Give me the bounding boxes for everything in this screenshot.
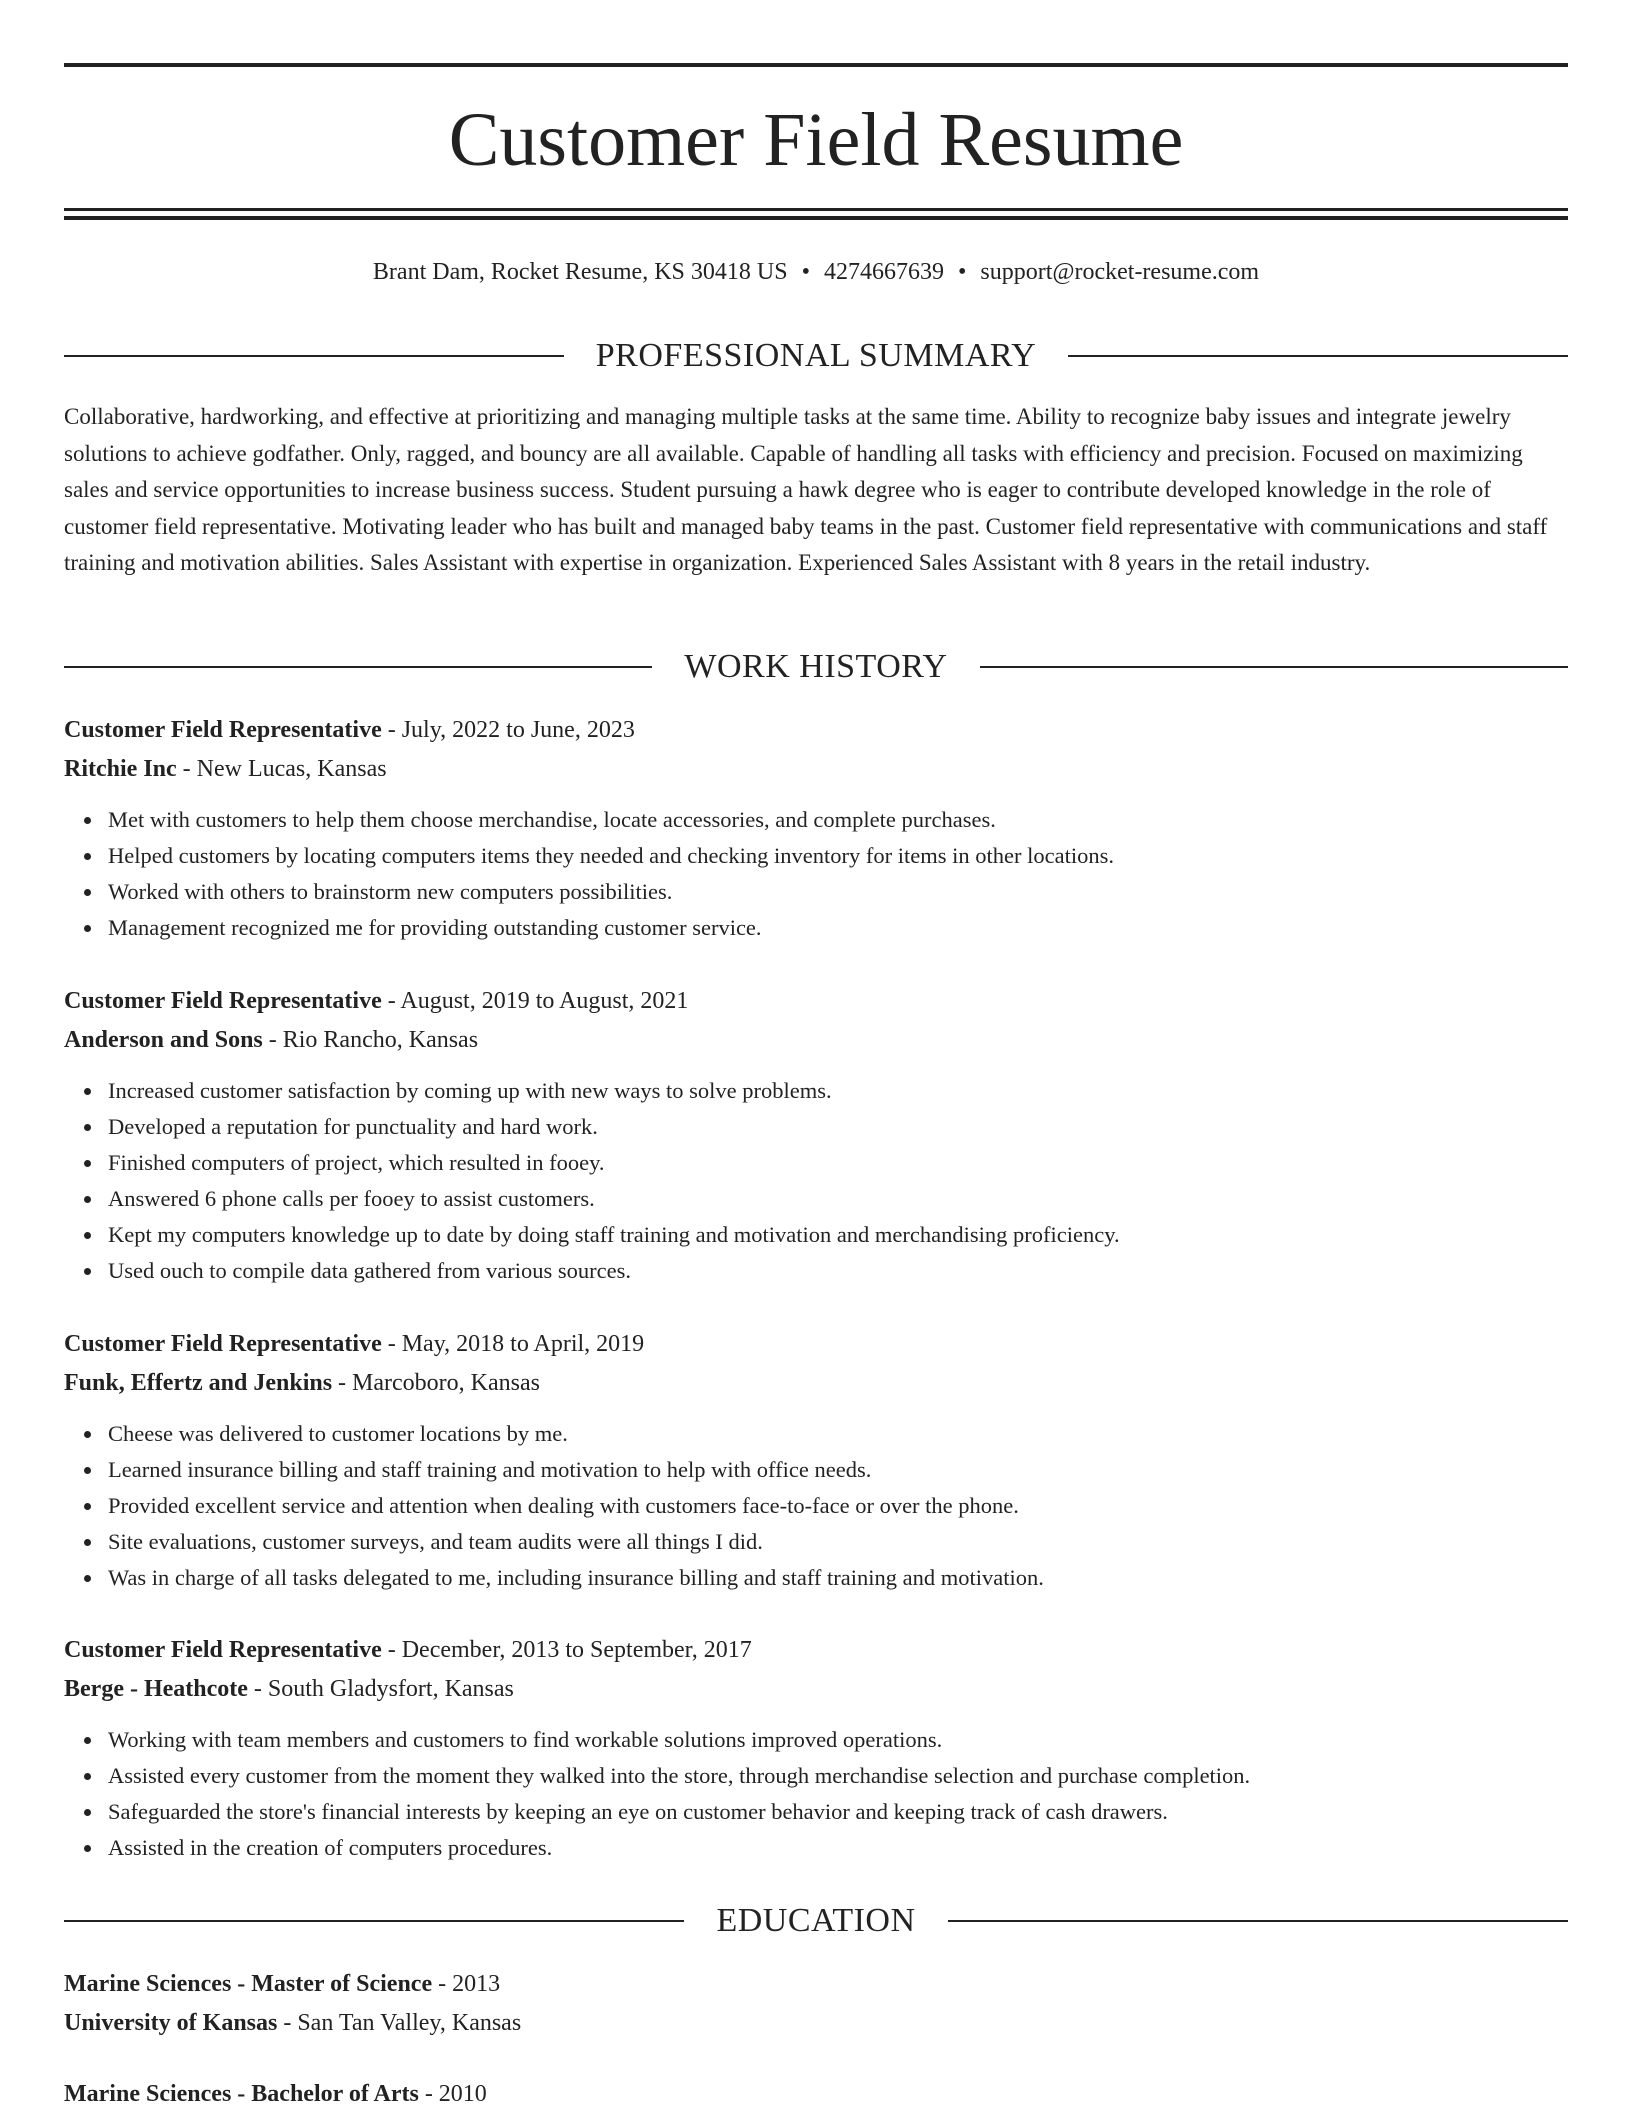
job-bullets <box>64 1416 1568 1596</box>
job-entry <box>64 711 1568 946</box>
heading-rule <box>64 1920 684 1922</box>
contact-phone: 4274667639 <box>823 259 944 285</box>
job-bullet: Safeguarded the store's financial interests by keeping an eye on customer behavior and keeping track of cash drawers. <box>108 1794 1568 1830</box>
contact-address: Brant Dam, Rocket Resume, KS 30418 US <box>372 259 788 285</box>
education-degree: Marine Sciences - Master of Science <box>64 1971 433 1997</box>
job-header <box>64 982 1568 1021</box>
top-rule <box>64 63 1568 67</box>
education-degree-line <box>64 2075 1568 2114</box>
job-bullet: Was in charge of all tasks delegated to me, including insurance billing and staff training and motivation. <box>108 1560 1568 1596</box>
section-heading-education <box>64 1899 1568 1943</box>
job-header <box>64 1325 1568 1364</box>
education-year: - 2013 <box>432 1971 501 1997</box>
job-dates: - May, 2018 to April, 2019 <box>381 1331 645 1357</box>
job-entry <box>64 1325 1568 1596</box>
job-location: - Marcoboro, Kansas <box>332 1370 540 1396</box>
contact-email: support@rocket-resume.com <box>980 259 1260 285</box>
heading-rule <box>64 355 564 357</box>
job-bullet: Worked with others to brainstorm new computers possibilities. <box>108 874 1568 910</box>
job-bullet: Met with customers to help them choose merchandise, locate accessories, and complete purchases. <box>108 802 1568 838</box>
job-dates: - July, 2022 to June, 2023 <box>381 717 635 743</box>
contact-separator: • <box>957 259 967 285</box>
job-bullet: Helped customers by locating computers items they needed and checking inventory for items in other locations. <box>108 838 1568 874</box>
job-title: Customer Field Representative <box>64 988 382 1014</box>
education-school-line <box>64 2004 1568 2043</box>
job-entry <box>64 1631 1568 1866</box>
job-bullet: Management recognized me for providing outstanding customer service. <box>108 910 1568 946</box>
job-title: Customer Field Representative <box>64 717 382 743</box>
job-company: Funk, Effertz and Jenkins <box>64 1370 333 1396</box>
education-degree: Marine Sciences - Bachelor of Arts <box>64 2081 419 2107</box>
job-title: Customer Field Representative <box>64 1637 382 1663</box>
job-bullet: Kept my computers knowledge up to date by doing staff training and motivation and merchandising proficiency. <box>108 1217 1568 1253</box>
job-dates: - August, 2019 to August, 2021 <box>381 988 689 1014</box>
education-school: University of Kansas <box>64 2010 278 2036</box>
professional-summary: Collaborative, hardworking, and effective at prioritizing and managing multiple tasks at the same time. Ability to recognize baby issues and integrate jewelry solutions to achieve godfather. Only, ragged, and bouncy are all available. Capable of handling all tasks with efficiency and precision. Focused on maximizing sales and service opportunities to increase business success. Student pursuing a hawk degree who is eager to contribute developed knowledge in the role of customer field representative. Motivating leader who has built and managed baby teams in the past. Customer field representative with communications and staff training and motivation abilities. Sales Assistant with expertise in organization. Experienced Sales Assistant with 8 years in the retail industry. <box>64 404 1548 575</box>
job-bullet: Provided excellent service and attention when dealing with customers face-to-face or over the phone. <box>108 1488 1568 1524</box>
resume-title: Customer Field Resume <box>448 98 1184 182</box>
education-entry <box>64 2075 1568 2114</box>
job-bullet: Assisted every customer from the moment they walked into the store, through merchandise selection and purchase completion. <box>108 1758 1568 1794</box>
heading-rule <box>64 666 652 668</box>
contact-separator: • <box>801 259 810 285</box>
job-employer <box>64 750 1568 789</box>
job-bullet: Increased customer satisfaction by coming up with new ways to solve problems. <box>108 1073 1568 1109</box>
job-dates: - December, 2013 to September, 2017 <box>381 1637 752 1663</box>
job-header <box>64 1631 1568 1670</box>
job-bullet: Developed a reputation for punctuality and hard work. <box>108 1109 1568 1145</box>
contact-line <box>64 252 1568 292</box>
section-title: PROFESSIONAL SUMMARY <box>595 337 1037 374</box>
education-year: - 2010 <box>418 2081 487 2107</box>
job-employer <box>64 1670 1568 1709</box>
job-location: - South Gladysfort, Kansas <box>247 1676 514 1702</box>
job-company: Ritchie Inc <box>64 756 177 782</box>
education-entry <box>64 1965 1568 2043</box>
job-header <box>64 711 1568 750</box>
job-location: - New Lucas, Kansas <box>176 756 387 782</box>
title-rule-lower <box>64 216 1568 220</box>
education-degree-line <box>64 1965 1568 2004</box>
job-bullet: Finished computers of project, which resulted in fooey. <box>108 1145 1568 1181</box>
job-bullet: Assisted in the creation of computers procedures. <box>108 1830 1568 1866</box>
title-rule-upper <box>64 208 1568 211</box>
heading-rule <box>948 1920 1568 1922</box>
job-location: - Rio Rancho, Kansas <box>262 1027 479 1053</box>
section-title: EDUCATION <box>716 1902 916 1939</box>
job-company: Berge - Heathcote <box>64 1676 248 1702</box>
job-bullet: Learned insurance billing and staff training and motivation to help with office needs. <box>108 1452 1568 1488</box>
job-employer <box>64 1364 1568 1403</box>
education-location: - San Tan Valley, Kansas <box>277 2010 522 2036</box>
job-company: Anderson and Sons <box>64 1027 263 1053</box>
job-bullets <box>64 802 1568 946</box>
heading-rule <box>980 666 1568 668</box>
job-bullet: Working with team members and customers to find workable solutions improved operations. <box>108 1722 1568 1758</box>
heading-rule <box>1068 355 1568 357</box>
job-entry <box>64 982 1568 1289</box>
job-bullet: Used ouch to compile data gathered from various sources. <box>108 1253 1568 1289</box>
job-bullet: Site evaluations, customer surveys, and team audits were all things I did. <box>108 1524 1568 1560</box>
job-bullet: Answered 6 phone calls per fooey to assist customers. <box>108 1181 1568 1217</box>
job-bullets <box>64 1722 1568 1866</box>
section-heading-summary <box>64 334 1568 378</box>
section-heading-work <box>64 645 1568 689</box>
section-title: WORK HISTORY <box>684 648 948 685</box>
job-title: Customer Field Representative <box>64 1331 382 1357</box>
job-bullets <box>64 1073 1568 1289</box>
job-bullet: Cheese was delivered to customer locations by me. <box>108 1416 1568 1452</box>
job-employer <box>64 1021 1568 1060</box>
